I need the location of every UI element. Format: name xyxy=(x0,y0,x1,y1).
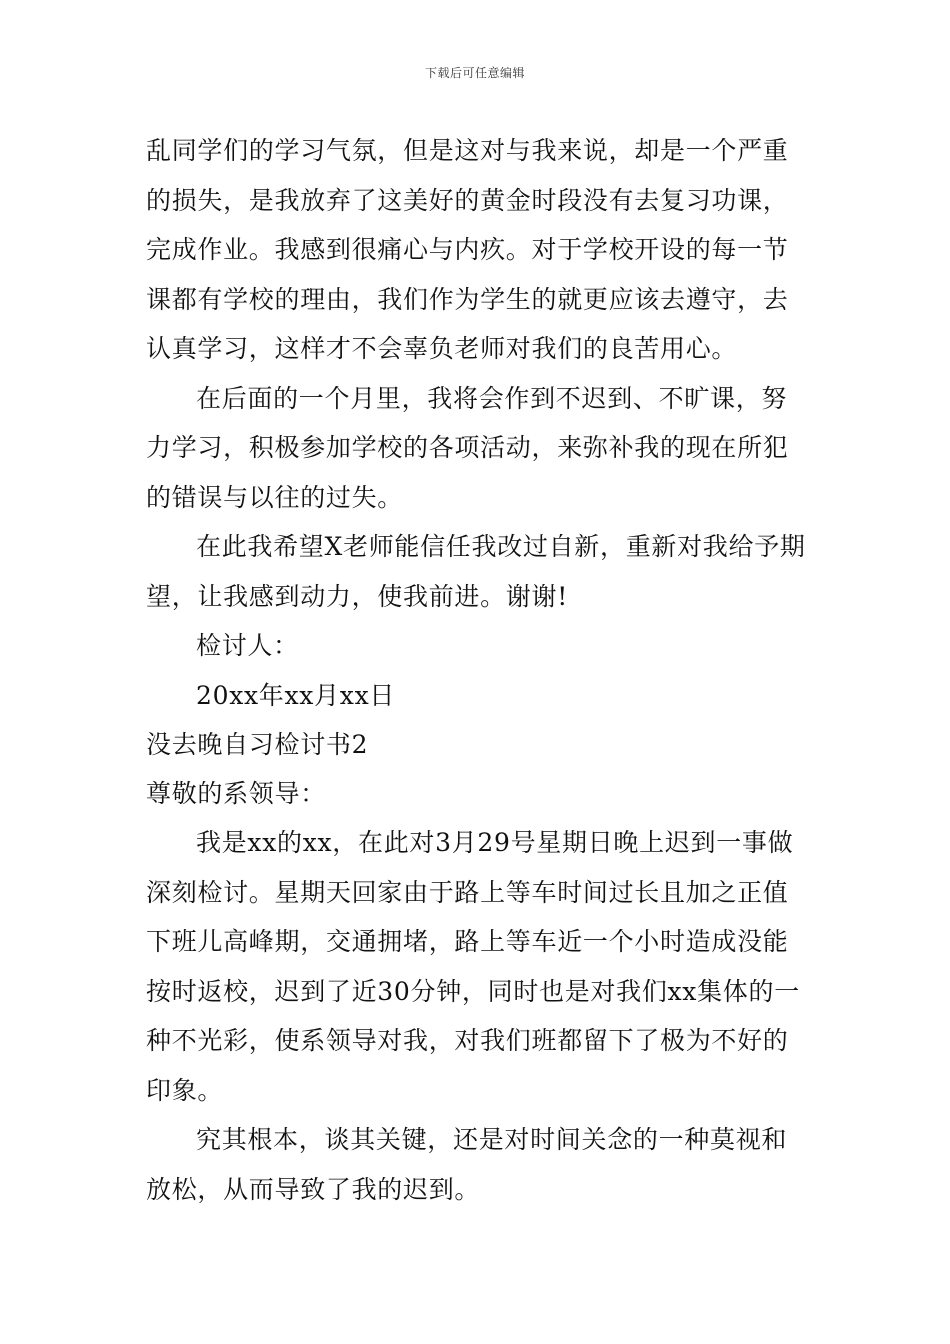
text-line: 放松，从而导致了我的迟到。 xyxy=(146,1174,481,1204)
text-line: 印象。 xyxy=(146,1075,224,1105)
text-line: 完成作业。我感到很痛心与内疚。对于学校开设的每一节 xyxy=(146,235,789,264)
header-note: 下载后可任意编辑 xyxy=(424,66,525,80)
text-line: 力学习，积极参加学校的各项活动，来弥补我的现在所犯 xyxy=(146,433,789,462)
text-line: 的损失，是我放弃了这美好的黄金时段没有去复习功课， xyxy=(146,185,789,215)
paragraph-start: 究其根本，谈其关键，还是对时间关念的一种莫视和 xyxy=(196,1125,788,1154)
text-line: 乱同学们的学习气氛，但是这对与我来说，却是一个严重 xyxy=(146,136,789,165)
text-line: 深刻检讨。星期天回家由于路上等车时间过长且加之正值 xyxy=(146,877,789,907)
text-line: 按时返校，迟到了近30分钟，同时也是对我们xx集体的一 xyxy=(146,976,800,1006)
paragraph-start: 在后面的一个月里，我将会作到不迟到、不旷课，努 xyxy=(196,383,788,413)
text-line: 的错误与以往的过失。 xyxy=(146,482,404,512)
text-line: 望，让我感到动力，使我前进。谢谢! xyxy=(146,581,568,611)
paragraph-start: 在此我希望X老师能信任我改过自新，重新对我给予期 xyxy=(196,532,806,561)
date-line: 20xx年xx月xx日 xyxy=(196,680,396,710)
document-body xyxy=(146,126,810,1214)
signature-label: 检讨人： xyxy=(196,631,299,660)
text-line: 种不光彩，使系领导对我，对我们班都留下了极为不好的 xyxy=(146,1026,789,1055)
text-line: 课都有学校的理由，我们作为学生的就更应该去遵守，去 xyxy=(146,284,789,314)
text-line: 认真学习，这样才不会辜负老师对我们的良苦用心。 xyxy=(146,334,738,363)
salutation: 尊敬的系领导： xyxy=(146,779,326,808)
text-line: 下班儿高峰期，交通拥堵，路上等车近一个小时造成没能 xyxy=(146,927,789,956)
section-title: 没去晚自习检讨书2 xyxy=(146,730,369,759)
paragraph-start: 我是xx的xx，在此对3月29号星期日晚上迟到一事做 xyxy=(196,828,794,857)
